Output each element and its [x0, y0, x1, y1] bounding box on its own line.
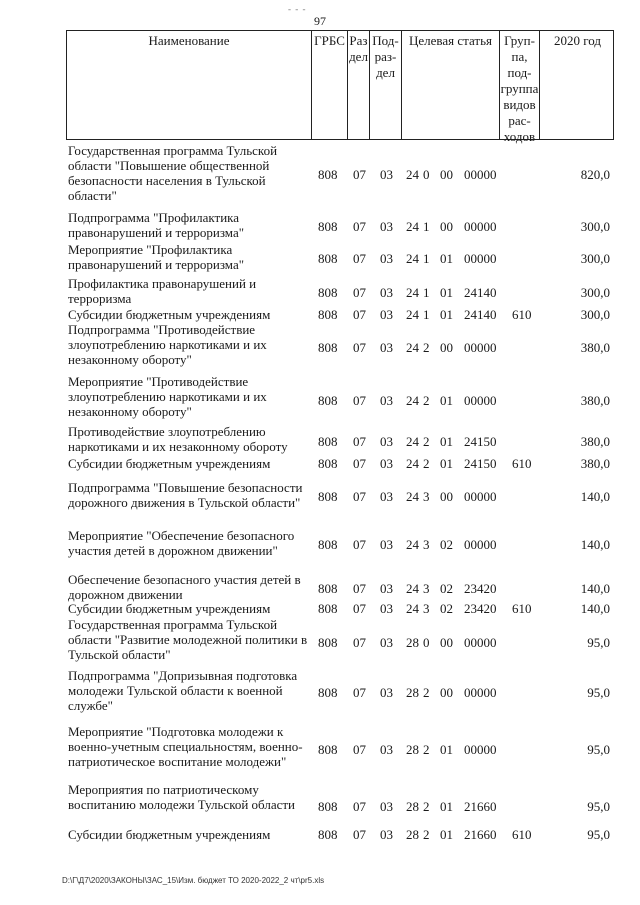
row-name: Подпрограмма "Профилактика правонарушений и терроризма"	[68, 210, 245, 240]
row-grbs: 808	[318, 601, 338, 616]
row-podrazdel: 03	[380, 489, 393, 504]
row-amount: 140,0	[580, 581, 610, 596]
row-target-event: 00	[440, 219, 453, 234]
row-amount: 95,0	[587, 799, 610, 814]
row-target-program: 24	[406, 537, 419, 552]
row-target-direction: 23420	[464, 581, 497, 596]
row-razdel: 07	[353, 219, 366, 234]
header-name: Наименование	[67, 31, 312, 139]
row-amount: 380,0	[580, 456, 610, 471]
row-amount: 95,0	[587, 827, 610, 842]
row-target-subprogram: 2	[423, 340, 430, 355]
row-grbs: 808	[318, 827, 338, 842]
row-target-program: 24	[406, 167, 419, 182]
row-grbs: 808	[318, 489, 338, 504]
row-target-subprogram: 2	[423, 799, 430, 814]
row-podrazdel: 03	[380, 601, 393, 616]
row-name: Профилактика правонарушений и терроризма	[68, 276, 257, 306]
row-target-event: 01	[440, 827, 453, 842]
row-amount: 140,0	[580, 601, 610, 616]
row-grbs: 808	[318, 537, 338, 552]
row-target-direction: 24140	[464, 307, 497, 322]
top-mark: - - -	[288, 4, 307, 14]
row-target-direction: 00000	[464, 393, 497, 408]
row-target-subprogram: 0	[423, 635, 430, 650]
row-expense-group: 610	[512, 601, 532, 616]
row-target-event: 01	[440, 307, 453, 322]
row-grbs: 808	[318, 434, 338, 449]
row-amount: 300,0	[580, 219, 610, 234]
row-podrazdel: 03	[380, 219, 393, 234]
row-razdel: 07	[353, 434, 366, 449]
row-razdel: 07	[353, 581, 366, 596]
row-target-subprogram: 3	[423, 581, 430, 596]
row-target-subprogram: 1	[423, 285, 430, 300]
row-target-event: 00	[440, 685, 453, 700]
row-target-direction: 23420	[464, 601, 497, 616]
row-amount: 380,0	[580, 434, 610, 449]
row-podrazdel: 03	[380, 537, 393, 552]
row-razdel: 07	[353, 285, 366, 300]
row-target-program: 28	[406, 685, 419, 700]
row-podrazdel: 03	[380, 635, 393, 650]
row-grbs: 808	[318, 219, 338, 234]
row-razdel: 07	[353, 827, 366, 842]
row-target-program: 24	[406, 456, 419, 471]
row-target-direction: 00000	[464, 537, 497, 552]
row-name: Мероприятие "Противодействие злоупотреблению наркотиками и их незаконному обороту"	[68, 374, 267, 419]
row-podrazdel: 03	[380, 434, 393, 449]
row-target-event: 02	[440, 581, 453, 596]
row-razdel: 07	[353, 635, 366, 650]
row-podrazdel: 03	[380, 581, 393, 596]
row-target-program: 24	[406, 581, 419, 596]
row-grbs: 808	[318, 285, 338, 300]
row-grbs: 808	[318, 307, 338, 322]
row-amount: 140,0	[580, 537, 610, 552]
row-grbs: 808	[318, 685, 338, 700]
row-target-subprogram: 2	[423, 393, 430, 408]
row-target-subprogram: 0	[423, 167, 430, 182]
row-target-direction: 00000	[464, 340, 497, 355]
row-target-event: 01	[440, 434, 453, 449]
row-amount: 820,0	[580, 167, 610, 182]
row-name: Субсидии бюджетным учреждениям	[68, 601, 271, 616]
row-target-program: 24	[406, 393, 419, 408]
row-target-subprogram: 2	[423, 827, 430, 842]
row-name: Государственная программа Тульской области "Развитие молодежной политики в Тульской области"	[68, 617, 308, 662]
row-target-program: 24	[406, 434, 419, 449]
row-target-direction: 24140	[464, 285, 497, 300]
row-podrazdel: 03	[380, 285, 393, 300]
row-name: Подпрограмма "Противодействие злоупотреблению наркотиками и их незаконному обороту"	[68, 322, 267, 367]
row-target-direction: 24150	[464, 456, 497, 471]
row-expense-group: 610	[512, 307, 532, 322]
row-amount: 300,0	[580, 251, 610, 266]
row-target-program: 28	[406, 635, 419, 650]
row-podrazdel: 03	[380, 307, 393, 322]
row-grbs: 808	[318, 456, 338, 471]
row-target-subprogram: 3	[423, 489, 430, 504]
row-target-program: 28	[406, 742, 419, 757]
row-podrazdel: 03	[380, 742, 393, 757]
row-target-program: 24	[406, 285, 419, 300]
row-target-program: 28	[406, 799, 419, 814]
row-name: Мероприятие "Подготовка молодежи к военно-учетным специальностям, военно-патриотическое воспитание молодежи"	[68, 724, 303, 769]
row-razdel: 07	[353, 167, 366, 182]
row-target-subprogram: 3	[423, 537, 430, 552]
row-razdel: 07	[353, 307, 366, 322]
row-target-program: 24	[406, 307, 419, 322]
row-target-event: 02	[440, 537, 453, 552]
row-target-direction: 00000	[464, 219, 497, 234]
row-name: Государственная программа Тульской области "Повышение общественной безопасности населения в Тульской области"	[68, 143, 278, 203]
file-path-footer: D:\Г\Д7\2020\ЗАКОНЫ\ЗАС_15\Изм. бюджет ТО 2020-2022_2 чт\pr5.xls	[62, 876, 325, 885]
row-target-direction: 00000	[464, 742, 497, 757]
row-grbs: 808	[318, 635, 338, 650]
row-grbs: 808	[318, 581, 338, 596]
row-podrazdel: 03	[380, 456, 393, 471]
header-expense-group: Груп-па, под-группа видов рас-ходов	[500, 33, 539, 144]
header-grbs: ГРБС	[312, 31, 348, 139]
row-target-event: 01	[440, 285, 453, 300]
row-podrazdel: 03	[380, 251, 393, 266]
row-name: Субсидии бюджетным учреждениям	[68, 307, 271, 322]
row-target-event: 01	[440, 251, 453, 266]
row-target-program: 24	[406, 219, 419, 234]
row-target-subprogram: 3	[423, 601, 430, 616]
row-razdel: 07	[353, 537, 366, 552]
row-grbs: 808	[318, 799, 338, 814]
row-razdel: 07	[353, 340, 366, 355]
row-grbs: 808	[318, 393, 338, 408]
row-target-event: 00	[440, 635, 453, 650]
row-target-direction: 00000	[464, 167, 497, 182]
row-razdel: 07	[353, 685, 366, 700]
row-target-event: 00	[440, 167, 453, 182]
row-target-direction: 21660	[464, 827, 497, 842]
row-name: Подпрограмма "Допризывная подготовка молодежи Тульской области к военной службе"	[68, 668, 298, 713]
row-name: Подпрограмма "Повышение безопасности дорожного движения в Тульской области"	[68, 480, 303, 510]
row-target-event: 01	[440, 799, 453, 814]
row-target-subprogram: 1	[423, 219, 430, 234]
row-podrazdel: 03	[380, 799, 393, 814]
page-number: 97	[314, 14, 326, 28]
row-target-subprogram: 2	[423, 685, 430, 700]
row-amount: 300,0	[580, 285, 610, 300]
row-amount: 380,0	[580, 393, 610, 408]
row-razdel: 07	[353, 456, 366, 471]
row-amount: 140,0	[580, 489, 610, 504]
row-name: Обеспечение безопасного участия детей в дорожном движении	[68, 572, 301, 602]
row-target-event: 00	[440, 340, 453, 355]
row-target-direction: 00000	[464, 685, 497, 700]
row-razdel: 07	[353, 393, 366, 408]
row-amount: 95,0	[587, 685, 610, 700]
row-amount: 380,0	[580, 340, 610, 355]
row-target-program: 24	[406, 601, 419, 616]
row-target-subprogram: 2	[423, 456, 430, 471]
row-grbs: 808	[318, 742, 338, 757]
row-target-direction: 00000	[464, 635, 497, 650]
row-target-event: 01	[440, 456, 453, 471]
row-name: Мероприятие "Обеспечение безопасного участия детей в дорожном движении"	[68, 528, 295, 558]
row-expense-group: 610	[512, 827, 532, 842]
row-name: Мероприятие "Профилактика правонарушений и терроризма"	[68, 242, 245, 272]
row-target-event: 01	[440, 742, 453, 757]
row-name: Мероприятия по патриотическому воспитанию молодежи Тульской области	[68, 782, 296, 812]
row-target-event: 01	[440, 393, 453, 408]
row-name: Субсидии бюджетным учреждениям	[68, 827, 271, 842]
row-razdel: 07	[353, 489, 366, 504]
row-target-program: 24	[406, 489, 419, 504]
row-target-program: 28	[406, 827, 419, 842]
row-razdel: 07	[353, 742, 366, 757]
row-target-subprogram: 1	[423, 251, 430, 266]
row-razdel: 07	[353, 251, 366, 266]
row-grbs: 808	[318, 340, 338, 355]
header-target-article: Целевая статья	[402, 31, 500, 139]
row-grbs: 808	[318, 251, 338, 266]
row-expense-group: 610	[512, 456, 532, 471]
row-podrazdel: 03	[380, 827, 393, 842]
row-razdel: 07	[353, 799, 366, 814]
header-razdel: Раздел	[348, 31, 370, 139]
row-grbs: 808	[318, 167, 338, 182]
row-podrazdel: 03	[380, 340, 393, 355]
row-target-program: 24	[406, 340, 419, 355]
row-target-event: 02	[440, 601, 453, 616]
row-target-subprogram: 1	[423, 307, 430, 322]
row-name: Субсидии бюджетным учреждениям	[68, 456, 271, 471]
row-podrazdel: 03	[380, 393, 393, 408]
row-podrazdel: 03	[380, 167, 393, 182]
row-amount: 95,0	[587, 742, 610, 757]
row-podrazdel: 03	[380, 685, 393, 700]
row-target-direction: 00000	[464, 489, 497, 504]
row-razdel: 07	[353, 601, 366, 616]
row-target-subprogram: 2	[423, 434, 430, 449]
header-podrazdel: Под-раз-дел	[370, 31, 402, 139]
row-name: Противодействие злоупотреблению наркотиками и их незаконному обороту	[68, 424, 288, 454]
row-target-program: 24	[406, 251, 419, 266]
row-target-direction: 00000	[464, 251, 497, 266]
row-amount: 95,0	[587, 635, 610, 650]
row-target-event: 00	[440, 489, 453, 504]
row-target-direction: 21660	[464, 799, 497, 814]
header-year: 2020 год	[554, 33, 601, 48]
row-target-subprogram: 2	[423, 742, 430, 757]
row-amount: 300,0	[580, 307, 610, 322]
row-target-direction: 24150	[464, 434, 497, 449]
